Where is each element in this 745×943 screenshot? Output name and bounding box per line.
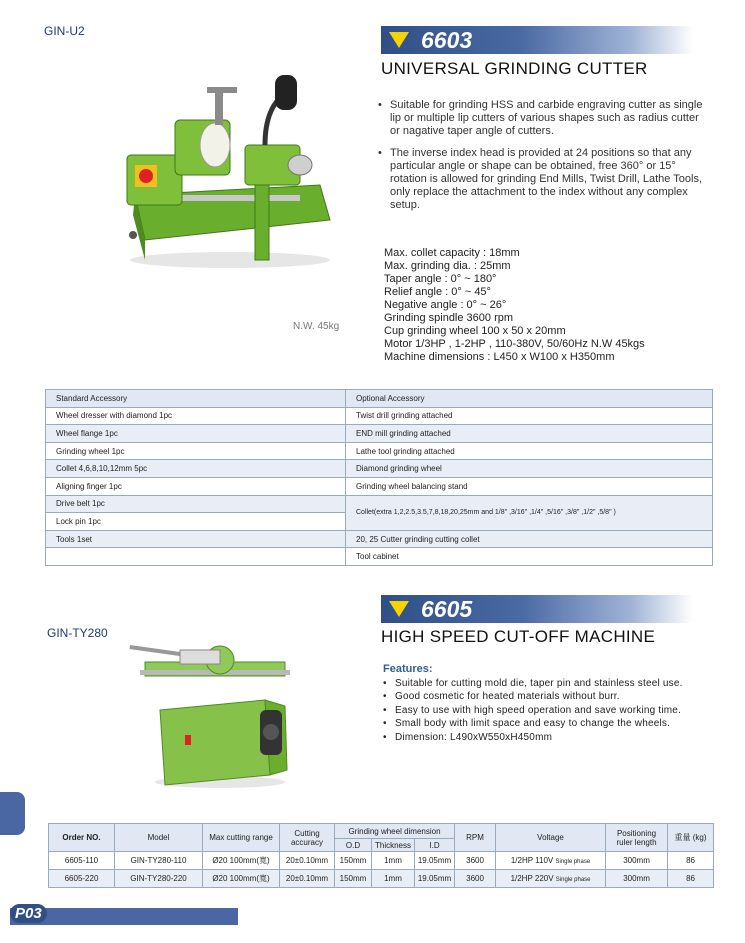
cell-order-no: 6605-220 <box>49 870 115 888</box>
spec-list <box>384 247 645 364</box>
standard-accessory-item: Lock pin 1pc <box>46 513 346 531</box>
voltage-note: Single phase <box>555 877 591 883</box>
optional-accessory-item: 20, 25 Cutter grinding cutting collet <box>346 530 713 548</box>
cell-model: GIN-TY280-110 <box>115 852 203 870</box>
header-rpm: RPM <box>455 824 496 852</box>
cell-rpm: 3600 <box>455 870 496 888</box>
cell-cutting-accuracy: 20±0.10mm <box>280 852 335 870</box>
table-row <box>49 870 714 888</box>
header-id: I.D <box>415 839 455 852</box>
accessory-table <box>45 389 713 566</box>
header-thickness: Thickness <box>372 839 415 852</box>
cell-voltage <box>496 870 606 888</box>
description-item: • Suitable for grinding HSS and carbide engraving cutter as single lip or multiple lip cutters of various shapes such as radius cutter or nagative taper angle of cutters. <box>378 99 708 138</box>
optional-accessory-item: Grinding wheel balancing stand <box>346 477 713 495</box>
cell-max-cutting-range: Ø20 100mm(寬) <box>203 852 280 870</box>
cell-cutting-accuracy: 20±0.10mm <box>280 870 335 888</box>
cell-ruler-length: 300mm <box>606 870 668 888</box>
cell-ruler-length: 300mm <box>606 852 668 870</box>
features-title: Features: <box>383 663 433 675</box>
features-list <box>383 677 723 744</box>
standard-accessory-item: Drive belt 1pc <box>46 495 346 513</box>
model-banner-6603 <box>381 26 693 54</box>
high-speed-cut-off-machine-image <box>125 640 295 790</box>
spec-item: Taper angle : 0° ~ 180° <box>384 273 497 285</box>
header-voltage: Voltage <box>496 824 606 852</box>
standard-accessory-item: Grinding wheel 1pc <box>46 442 346 460</box>
description-list <box>378 99 708 221</box>
cell-thickness: 1mm <box>372 870 415 888</box>
header-weight: 重量 (kg) <box>668 824 714 852</box>
spec-item: Grinding spindle 3600 rpm <box>384 312 514 324</box>
standard-accessory-item: Wheel dresser with diamond 1pc <box>46 407 346 425</box>
standard-accessory-item: Tools 1set <box>46 530 346 548</box>
cell-od: 150mm <box>335 870 372 888</box>
model-number: 6603 <box>421 27 473 53</box>
spec-item: Max. grinding dia. : 25mm <box>384 260 511 272</box>
model-number: 6605 <box>421 596 473 622</box>
standard-accessory-item: Aligning finger 1pc <box>46 477 346 495</box>
spec-item: Motor 1/3HP , 1-2HP , 110-380V, 50/60Hz N.W 45kgs <box>384 338 645 350</box>
cell-rpm: 3600 <box>455 852 496 870</box>
standard-accessory-empty <box>46 548 346 566</box>
cell-voltage <box>496 852 606 870</box>
header-max-cutting-range: Max cutting range <box>203 824 280 852</box>
feature-item: • Suitable for cutting mold die, taper pin and stainless steel use. <box>383 677 723 690</box>
header-order-no: Order NO. <box>49 824 115 852</box>
yellow-triangle-icon <box>389 32 409 48</box>
standard-accessory-item: Wheel flange 1pc <box>46 425 346 443</box>
cell-order-no: 6605-110 <box>49 852 115 870</box>
header-grinding-wheel-dimension: Grinding wheel dimension <box>335 824 455 839</box>
optional-accessory-header: Optional Accessory <box>346 390 713 408</box>
voltage-value: 1/2HP 110V <box>510 856 554 865</box>
side-tab <box>0 792 25 835</box>
cell-weight: 86 <box>668 870 714 888</box>
optional-accessory-item: Collet(extra 1,2,2.5,3.5,7,8,18,20,25mm and 1/8" ,3/16" ,1/4" ,5/16" ,3/8" ,1/2" ,5/8" ) <box>346 495 713 530</box>
cell-model: GIN-TY280-220 <box>115 870 203 888</box>
universal-grinding-cutter-image <box>115 75 345 270</box>
page-number <box>10 904 47 923</box>
header-positioning-ruler-length: Positioning ruler length <box>606 824 668 852</box>
standard-accessory-header: Standard Accessory <box>46 390 346 408</box>
spec-item: Relief angle : 0° ~ 45° <box>384 286 491 298</box>
optional-accessory-item: Tool cabinet <box>346 548 713 566</box>
cell-max-cutting-range: Ø20 100mm(寬) <box>203 870 280 888</box>
header-od: O.D <box>335 839 372 852</box>
spec-item: Max. collet capacity : 18mm <box>384 247 520 259</box>
optional-accessory-item: Lathe tool grinding attached <box>346 442 713 460</box>
yellow-triangle-icon <box>389 601 409 617</box>
feature-item: • Dimension: L490xW550xH450mm <box>383 731 723 744</box>
cell-id: 19.05mm <box>415 870 455 888</box>
header-model: Model <box>115 824 203 852</box>
feature-item: • Easy to use with high speed operation and save working time. <box>383 704 723 717</box>
optional-accessory-item: Diamond grinding wheel <box>346 460 713 478</box>
spec-item: Negative angle : 0° ~ 26° <box>384 299 507 311</box>
spec-item: Machine dimensions : L450 x W100 x H350mm <box>384 351 615 363</box>
optional-accessory-item: END mill grinding attached <box>346 425 713 443</box>
cell-thickness: 1mm <box>372 852 415 870</box>
cell-od: 150mm <box>335 852 372 870</box>
feature-item: • Small body with limit space and easy to change the wheels. <box>383 717 723 730</box>
model-banner-6605 <box>381 595 693 623</box>
header-cutting-accuracy: Cutting accuracy <box>280 824 335 852</box>
product-code-gin-u2: GIN-U2 <box>44 24 85 38</box>
page-number-label: P03 <box>10 904 47 923</box>
voltage-value: 1/2HP 220V <box>510 874 554 883</box>
specification-table <box>48 823 714 888</box>
optional-accessory-item: Twist drill grinding attached <box>346 407 713 425</box>
cell-weight: 86 <box>668 852 714 870</box>
spec-item: Cup grinding wheel 100 x 50 x 20mm <box>384 325 566 337</box>
feature-item: • Good cosmetic for heated materials without burr. <box>383 690 723 703</box>
section-title: HIGH SPEED CUT-OFF MACHINE <box>381 627 656 646</box>
standard-accessory-item: Collet 4,6,8,10,12mm 5pc <box>46 460 346 478</box>
table-row <box>49 852 714 870</box>
net-weight: N.W. 45kg <box>293 321 340 332</box>
section-title: UNIVERSAL GRINDING CUTTER <box>381 59 648 78</box>
voltage-note: Single phase <box>555 859 591 865</box>
product-code-gin-ty280: GIN-TY280 <box>47 626 108 640</box>
description-item: • The inverse index head is provided at 24 positions so that any particular angle or shape can be obtained, free 360° or 15° rotation is allowed for grinding End Mills, Twist Drill, Lathe Tools, only replace the attachment to the index without any complex setup. <box>378 147 708 212</box>
cell-id: 19.05mm <box>415 852 455 870</box>
